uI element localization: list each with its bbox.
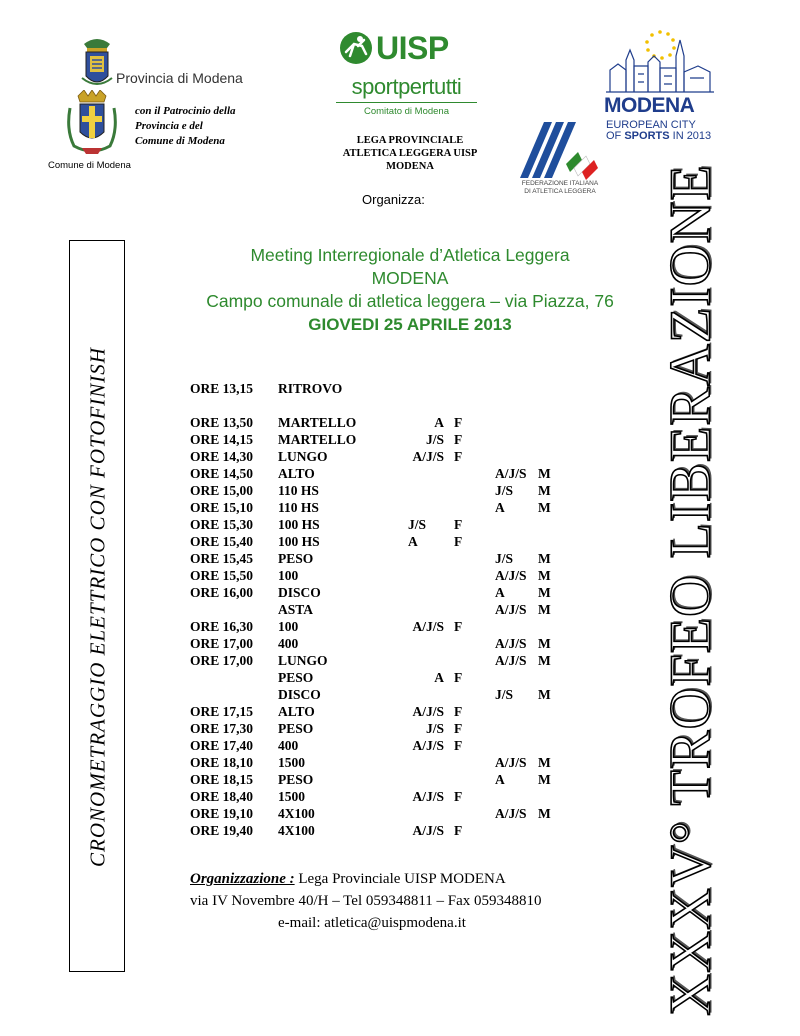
schedule-female-marker: F — [454, 670, 463, 685]
schedule-event: LUNGO — [278, 653, 328, 668]
fidal-logo — [512, 120, 608, 200]
organizer-name: Lega Provinciale UISP MODENA — [294, 871, 506, 887]
schedule-female-category: A/J/S — [412, 704, 444, 719]
schedule-event: 110 HS — [278, 500, 319, 515]
provincia-logo — [80, 34, 243, 94]
schedule-male-category: A/J/S — [495, 466, 527, 481]
schedule-male-category: A/J/S — [495, 755, 527, 770]
provincia-name: Provincia di Modena — [116, 70, 243, 86]
schedule-event: 4X100 — [278, 806, 315, 821]
schedule-time: ORE 16,30 — [190, 619, 254, 634]
organizza-label: Organizza: — [362, 192, 425, 207]
schedule-event: PESO — [278, 670, 314, 685]
schedule-male-category: J/S — [495, 551, 514, 566]
fidal-caption-line: FEDERAZIONE ITALIANA — [521, 180, 599, 187]
modena-sports-logo — [604, 26, 716, 152]
uisp-logo — [334, 30, 479, 122]
schedule-female-category: A/J/S — [412, 738, 444, 753]
modena-skyline-icon — [604, 26, 716, 94]
schedule-time: ORE 19,10 — [190, 806, 254, 821]
schedule-time: ORE 17,40 — [190, 738, 254, 753]
lega-line: ATLETICA LEGGERA UISP — [342, 148, 478, 159]
schedule-time: ORE 15,45 — [190, 551, 254, 566]
schedule-female-category: A — [408, 534, 418, 549]
schedule-male-category: A/J/S — [495, 636, 527, 651]
schedule-female-marker: F — [454, 449, 463, 464]
modena-subtitle-line: EUROPEAN CITY — [606, 119, 696, 131]
schedule-time: ORE 15,10 — [190, 500, 254, 515]
schedule-event: MARTELLO — [278, 415, 357, 430]
schedule-male-category: A/J/S — [495, 806, 527, 821]
trofeo-title: XXXV° TROFEO LIBERAZIONE — [657, 164, 723, 1016]
schedule-male-marker: M — [538, 755, 551, 770]
schedule-male-marker: M — [538, 602, 551, 617]
schedule-female-category: A — [434, 415, 444, 430]
schedule-male-marker: M — [538, 551, 551, 566]
patrocinio-note — [135, 104, 236, 149]
schedule-time: ORE 17,15 — [190, 704, 254, 719]
modena-subtitle-line — [606, 131, 718, 142]
schedule-female-category: A/J/S — [412, 823, 444, 838]
schedule-event: 100 — [278, 568, 299, 583]
schedule-male-category: A — [495, 585, 505, 600]
schedule-event: 100 — [278, 619, 299, 634]
modena-title: MODENA — [604, 94, 695, 117]
comune-name: Comune di Modena — [48, 160, 131, 171]
schedule-female-category: J/S — [408, 517, 427, 532]
schedule-male-marker: M — [538, 466, 551, 481]
schedule-time: ORE 14,30 — [190, 449, 254, 464]
schedule-time: ORE 17,00 — [190, 636, 254, 651]
uisp-tagline: sportpertutti — [351, 74, 462, 99]
schedule-male-category: J/S — [495, 687, 514, 702]
schedule-event: 100 HS — [278, 517, 320, 532]
comune-logo — [48, 90, 138, 176]
modena-sub-year: IN 2013 — [669, 130, 712, 142]
schedule-female-category: J/S — [425, 721, 444, 736]
schedule-female-marker: F — [454, 415, 463, 430]
schedule-female-marker: F — [454, 704, 463, 719]
meeting-date: GIOVEDI 25 APRILE 2013 — [308, 315, 512, 334]
organizer-email: e-mail: atletica@uispmodena.it — [278, 915, 466, 931]
patrocinio-line: Comune di Modena — [135, 135, 225, 147]
schedule-female-marker: F — [454, 534, 463, 549]
schedule-female-marker: F — [454, 517, 463, 532]
schedule-time: ORE 17,30 — [190, 721, 254, 736]
meeting-title: Meeting Interregionale d’Atletica Leggera — [250, 245, 570, 265]
patrocinio-line: con il Patrocinio della — [135, 105, 236, 117]
organizer-label: Organizzazione : — [190, 871, 295, 887]
schedule-event: PESO — [278, 551, 314, 566]
schedule-time: ORE 15,40 — [190, 534, 254, 549]
schedule-female-category: A — [434, 670, 444, 685]
schedule-female-category: A/J/S — [412, 449, 444, 464]
schedule-female-marker: F — [454, 432, 463, 447]
schedule-time: ORE 18,15 — [190, 772, 254, 787]
schedule-event: ASTA — [278, 602, 314, 617]
schedule-female-marker: F — [454, 823, 463, 838]
schedule-event: LUNGO — [278, 449, 328, 464]
schedule-time: ORE 16,00 — [190, 585, 254, 600]
schedule-male-category: A/J/S — [495, 568, 527, 583]
schedule-time: ORE 13,50 — [190, 415, 254, 430]
modena-sub-of: OF — [606, 130, 625, 142]
schedule-time: ORE 15,30 — [190, 517, 254, 532]
schedule-event: 110 HS — [278, 483, 319, 498]
schedule-event: DISCO — [278, 687, 321, 702]
schedule-female-marker: F — [454, 721, 463, 736]
lega-header — [320, 134, 500, 173]
patrocinio-line: Provincia e del — [135, 120, 203, 132]
modena-sub-sports: SPORTS — [624, 130, 670, 142]
schedule-event: RITROVO — [278, 381, 343, 396]
fidal-caption — [512, 180, 608, 196]
schedule-event: PESO — [278, 721, 314, 736]
meeting-venue: Campo comunale di atletica leggera – via Piazza, 76 — [206, 291, 614, 311]
timing-box — [69, 240, 125, 972]
schedule-male-marker: M — [538, 568, 551, 583]
schedule-time: ORE 19,40 — [190, 823, 254, 838]
organizer-footer — [190, 868, 610, 934]
schedule-event: DISCO — [278, 585, 321, 600]
schedule-male-marker: M — [538, 806, 551, 821]
schedule-time: ORE 13,15 — [190, 381, 254, 396]
schedule-male-marker: M — [538, 772, 551, 787]
schedule-time: ORE 14,50 — [190, 466, 254, 481]
timing-text: CRONOMETRAGGIO ELETTRICO CON FOTOFINISH — [85, 347, 110, 867]
comune-crest-icon — [62, 90, 122, 158]
schedule-event: 1500 — [278, 755, 305, 770]
schedule-time: ORE 17,00 — [190, 653, 254, 668]
meeting-city: MODENA — [371, 268, 449, 288]
fidal-stripes-icon — [512, 120, 608, 180]
schedule-event: 400 — [278, 636, 299, 651]
uisp-comitato: Comitato di Modena — [363, 106, 450, 117]
schedule-time: ORE 18,10 — [190, 755, 254, 770]
provincia-crest-icon — [80, 34, 114, 92]
schedule-male-marker: M — [538, 483, 551, 498]
schedule-male-category: A/J/S — [495, 602, 527, 617]
schedule-time: ORE 15,00 — [190, 483, 254, 498]
schedule-female-category: A/J/S — [412, 619, 444, 634]
schedule-male-category: A/J/S — [495, 653, 527, 668]
lega-line: LEGA PROVINCIALE — [356, 135, 464, 146]
schedule-male-category: A — [495, 772, 505, 787]
schedule-male-category: J/S — [495, 483, 514, 498]
schedule-male-category: A — [495, 500, 505, 515]
schedule-male-marker: M — [538, 653, 551, 668]
meeting-header — [140, 244, 680, 336]
uisp-wordmark: UISP — [376, 30, 449, 66]
schedule-event: 400 — [278, 738, 299, 753]
schedule-time: ORE 14,15 — [190, 432, 254, 447]
organizer-line — [190, 868, 610, 890]
schedule-event: 4X100 — [278, 823, 315, 838]
schedule-female-marker: F — [454, 789, 463, 804]
schedule-female-marker: F — [454, 619, 463, 634]
schedule-female-category: J/S — [425, 432, 444, 447]
schedule-male-marker: M — [538, 585, 551, 600]
uisp-divider — [336, 102, 477, 103]
schedule-female-category: A/J/S — [412, 789, 444, 804]
schedule-male-marker: M — [538, 687, 551, 702]
schedule-female-marker: F — [454, 738, 463, 753]
fidal-caption-line: DI ATLETICA LEGGERA — [524, 188, 596, 195]
modena-subtitle — [606, 120, 718, 142]
schedule-time: ORE 18,40 — [190, 789, 254, 804]
schedule-male-marker: M — [538, 636, 551, 651]
schedule-event: 100 HS — [278, 534, 320, 549]
schedule-event: PESO — [278, 772, 314, 787]
lega-line: MODENA — [386, 161, 434, 172]
schedule-event: 1500 — [278, 789, 305, 804]
schedule-event: ALTO — [278, 704, 315, 719]
schedule-event: ALTO — [278, 466, 315, 481]
schedule-male-marker: M — [538, 500, 551, 515]
schedule-event: MARTELLO — [278, 432, 357, 447]
schedule-time: ORE 15,50 — [190, 568, 254, 583]
organizer-address: via IV Novembre 40/H – Tel 059348811 – Fax 059348810 — [190, 893, 542, 909]
